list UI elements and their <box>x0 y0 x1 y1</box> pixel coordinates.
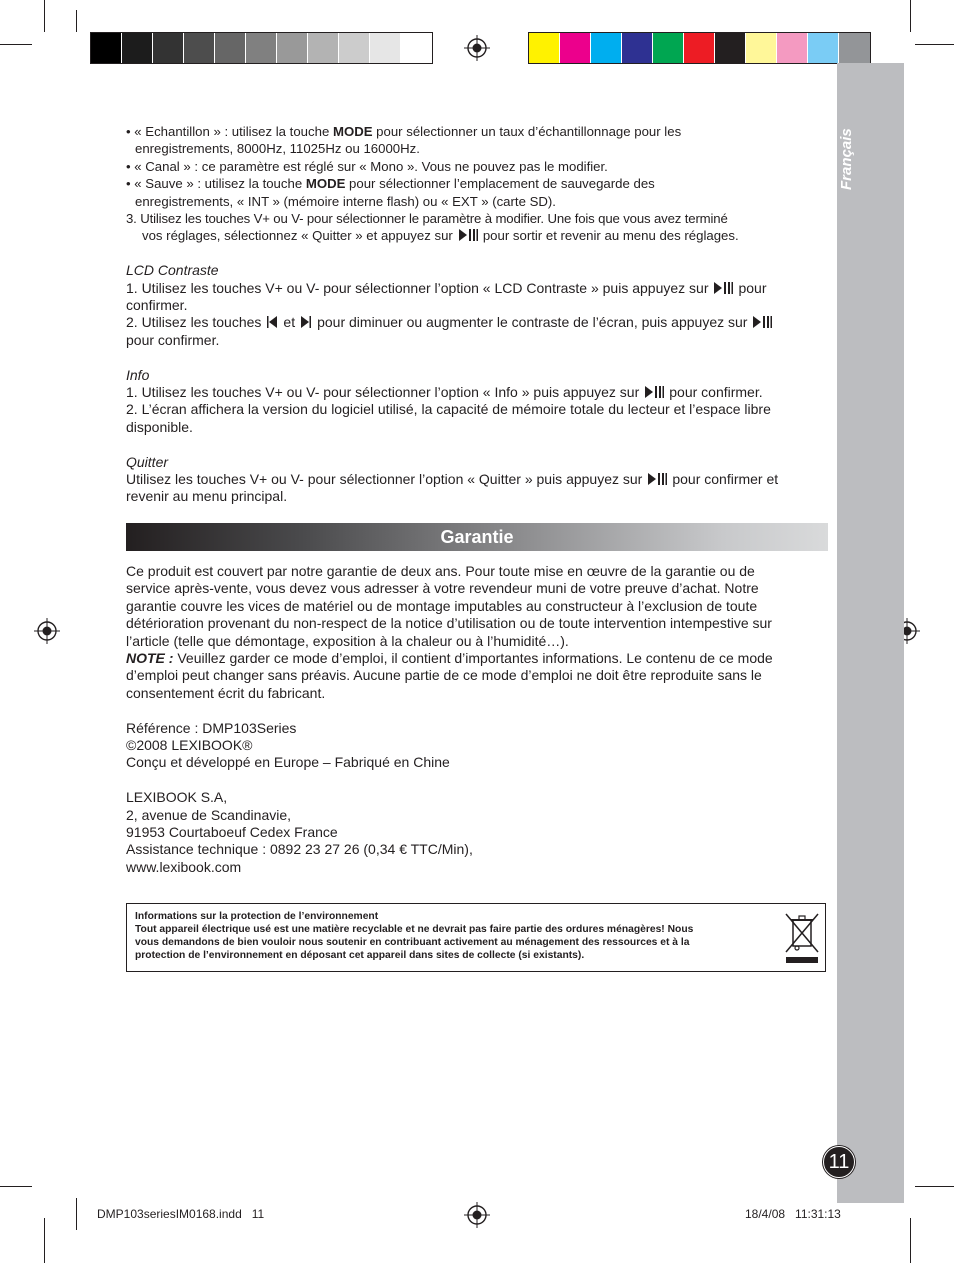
color-swatch <box>560 33 591 63</box>
text: confirmer. <box>126 297 188 314</box>
text: revenir au menu principal. <box>126 488 288 505</box>
reference: Référence : DMP103Series <box>126 719 297 736</box>
garantie-heading: Garantie <box>126 523 828 551</box>
text: Ce produit est couvert par notre garantie de deux ans. Pour toute mise en œuvre de la garantie ou de <box>126 563 755 579</box>
section-title-quitter: Quitter <box>126 453 169 470</box>
settings-instructions <box>126 123 826 506</box>
color-swatch <box>153 33 184 63</box>
crop-mark <box>915 1186 954 1187</box>
play-pause-icon <box>712 281 734 295</box>
text: Tout appareil électrique usé est une matière recyclable et ne devrait pas faire partie des ordures ménagères! Nous <box>135 924 694 935</box>
color-swatch <box>622 33 653 63</box>
environment-notice-box <box>126 903 826 972</box>
text: consentement écrit du fabricant. <box>126 684 326 701</box>
color-swatch <box>401 33 432 63</box>
support-phone: Assistance technique : 0892 23 27 26 (0,34 € TTC/Min), <box>126 841 473 858</box>
text: détérioration provenant du non-respect de la notice d’utilisation ou de toute intervention intempestive sur <box>126 615 772 632</box>
text: disponible. <box>126 418 193 435</box>
crop-mark <box>910 1218 911 1263</box>
crop-mark <box>910 0 911 32</box>
text: Utilisez les touches V+ ou V- pour sélectionner l’option « Quitter » puis appuyez sur <box>126 471 643 488</box>
crop-mark <box>0 44 32 45</box>
color-swatch <box>746 33 777 63</box>
text: 2. Utilisez les touches <box>126 314 262 331</box>
previous-icon <box>265 315 279 329</box>
text: 1. Utilisez les touches V+ ou V- pour sélectionner l’option « Info » puis appuyez sur <box>126 384 640 401</box>
play-pause-icon <box>643 385 665 399</box>
crop-mark <box>76 10 77 32</box>
color-swatch <box>184 33 215 63</box>
address-city: 91953 Courtaboeuf Cedex France <box>126 824 338 841</box>
text: pour sélectionner l’emplacement de sauvegarde des <box>345 176 655 192</box>
text: pour sélectionner un taux d’échantillonnage pour les <box>372 124 682 139</box>
note-label: NOTE : <box>126 650 174 667</box>
copyright: ©2008 LEXIBOOK® <box>126 737 253 754</box>
text: garantie couvre les vices de matériel ou de montage imputables au constructeur à l’exclusion de toute <box>126 597 758 614</box>
text: pour confirmer. <box>669 384 763 401</box>
environment-notice-text <box>135 910 775 962</box>
crossed-bin-icon <box>784 912 820 964</box>
color-swatch <box>591 33 622 63</box>
color-swatch <box>122 33 153 63</box>
color-swatch <box>839 33 870 63</box>
crop-mark <box>44 0 45 32</box>
color-swatch <box>715 33 746 63</box>
text: et <box>283 314 296 331</box>
section-title-lcd: LCD Contraste <box>126 262 219 279</box>
process-color-bar <box>528 32 871 64</box>
page-number: 11 <box>823 1146 855 1178</box>
text: • « Canal » : ce paramètre est réglé sur « Mono ». Vous ne pouvez pas le modifier. <box>126 158 608 174</box>
text: pour confirmer et <box>672 471 779 488</box>
color-swatch <box>215 33 246 63</box>
website-link[interactable]: www.lexibook.com <box>126 858 242 875</box>
origin-text: Conçu et développé en Europe – Fabriqué en Chine <box>126 754 450 771</box>
crop-mark <box>0 1186 32 1187</box>
color-swatch <box>91 33 122 63</box>
text: enregistrements, 8000Hz, 11025Hz ou 16000Hz. <box>135 141 420 157</box>
text: d’emploi peut changer sans préavis. Aucune partie de ce mode d’emploi ne doit être reproduite sans le <box>126 667 762 684</box>
text: l’article (telle que démontage, exposition à la chaleur ou à l’humidité…). <box>126 632 569 649</box>
text: vous demandons de bien vouloir nous soutenir en contribuant activement au ménagement des ressources et à la <box>135 937 690 948</box>
text: pour <box>738 279 767 296</box>
text: 3. Utilisez les touches V+ ou V- pour sélectionner le paramètre à modifier. Une fois que vous avez terminé <box>126 211 728 227</box>
text: vos réglages, sélectionnez « Quitter » et appuyez sur <box>142 228 453 244</box>
text: Veuillez garder ce mode d’emploi, il contient d’importantes informations. Le contenu de ce mode <box>173 650 773 667</box>
section-title-info: Info <box>126 366 150 383</box>
text: service après-vente, vous devez vous adresser à votre revendeur muni de votre preuve d’achat. Notre <box>126 580 759 597</box>
text: pour sortir et revenir au menu des réglages. <box>482 228 739 244</box>
color-swatch <box>684 33 715 63</box>
mode-key-label: MODE <box>332 124 373 139</box>
color-swatch <box>308 33 339 63</box>
color-swatch <box>277 33 308 63</box>
play-pause-icon <box>646 472 668 486</box>
crop-mark <box>915 44 954 45</box>
registration-mark-icon <box>34 618 60 644</box>
text: • « Echantillon » : utilisez la touche <box>126 124 333 139</box>
text: 2. L’écran affichera la version du logiciel utilisé, la capacité de mémoire totale du lecteur et l’espace libre <box>126 401 771 418</box>
color-swatch <box>339 33 370 63</box>
text: pour diminuer ou augmenter le contraste de l’écran, puis appuyez sur <box>317 314 748 331</box>
text: pour confirmer. <box>126 331 220 348</box>
crop-mark <box>44 1218 45 1263</box>
text: protection de l’environnement en déposant cet appareil dans sites de collecte (si existants). <box>135 950 585 961</box>
garantie-body <box>126 563 826 876</box>
text: enregistrements, « INT » (mémoire interne flash) ou « EXT » (carte SD). <box>135 193 556 209</box>
color-swatch <box>246 33 277 63</box>
file-name: DMP103seriesIM0168.indd 11 <box>97 1207 265 1221</box>
language-side-tab <box>837 63 904 1203</box>
text: 1. Utilisez les touches V+ ou V- pour sélectionner l’option « LCD Contraste » puis appuyez sur <box>126 279 709 296</box>
address-street: 2, avenue de Scandinavie, <box>126 806 292 823</box>
gray-color-bar <box>90 32 433 64</box>
color-swatch <box>370 33 401 63</box>
color-swatch <box>808 33 839 63</box>
play-pause-icon <box>457 228 479 242</box>
crop-mark <box>76 1198 77 1230</box>
color-swatch <box>529 33 560 63</box>
text: Informations sur la protection de l’environnement <box>135 911 379 922</box>
color-swatch <box>653 33 684 63</box>
mode-key-label: MODE <box>305 176 346 192</box>
registration-mark-icon <box>464 35 490 61</box>
company-name: LEXIBOOK S.A, <box>126 789 228 806</box>
print-date: 18/4/08 11:31:13 <box>745 1207 841 1221</box>
play-pause-icon <box>751 315 773 329</box>
text: • « Sauve » : utilisez la touche <box>126 176 306 192</box>
registration-mark-icon <box>464 1202 490 1228</box>
next-icon <box>299 315 313 329</box>
color-swatch <box>777 33 808 63</box>
